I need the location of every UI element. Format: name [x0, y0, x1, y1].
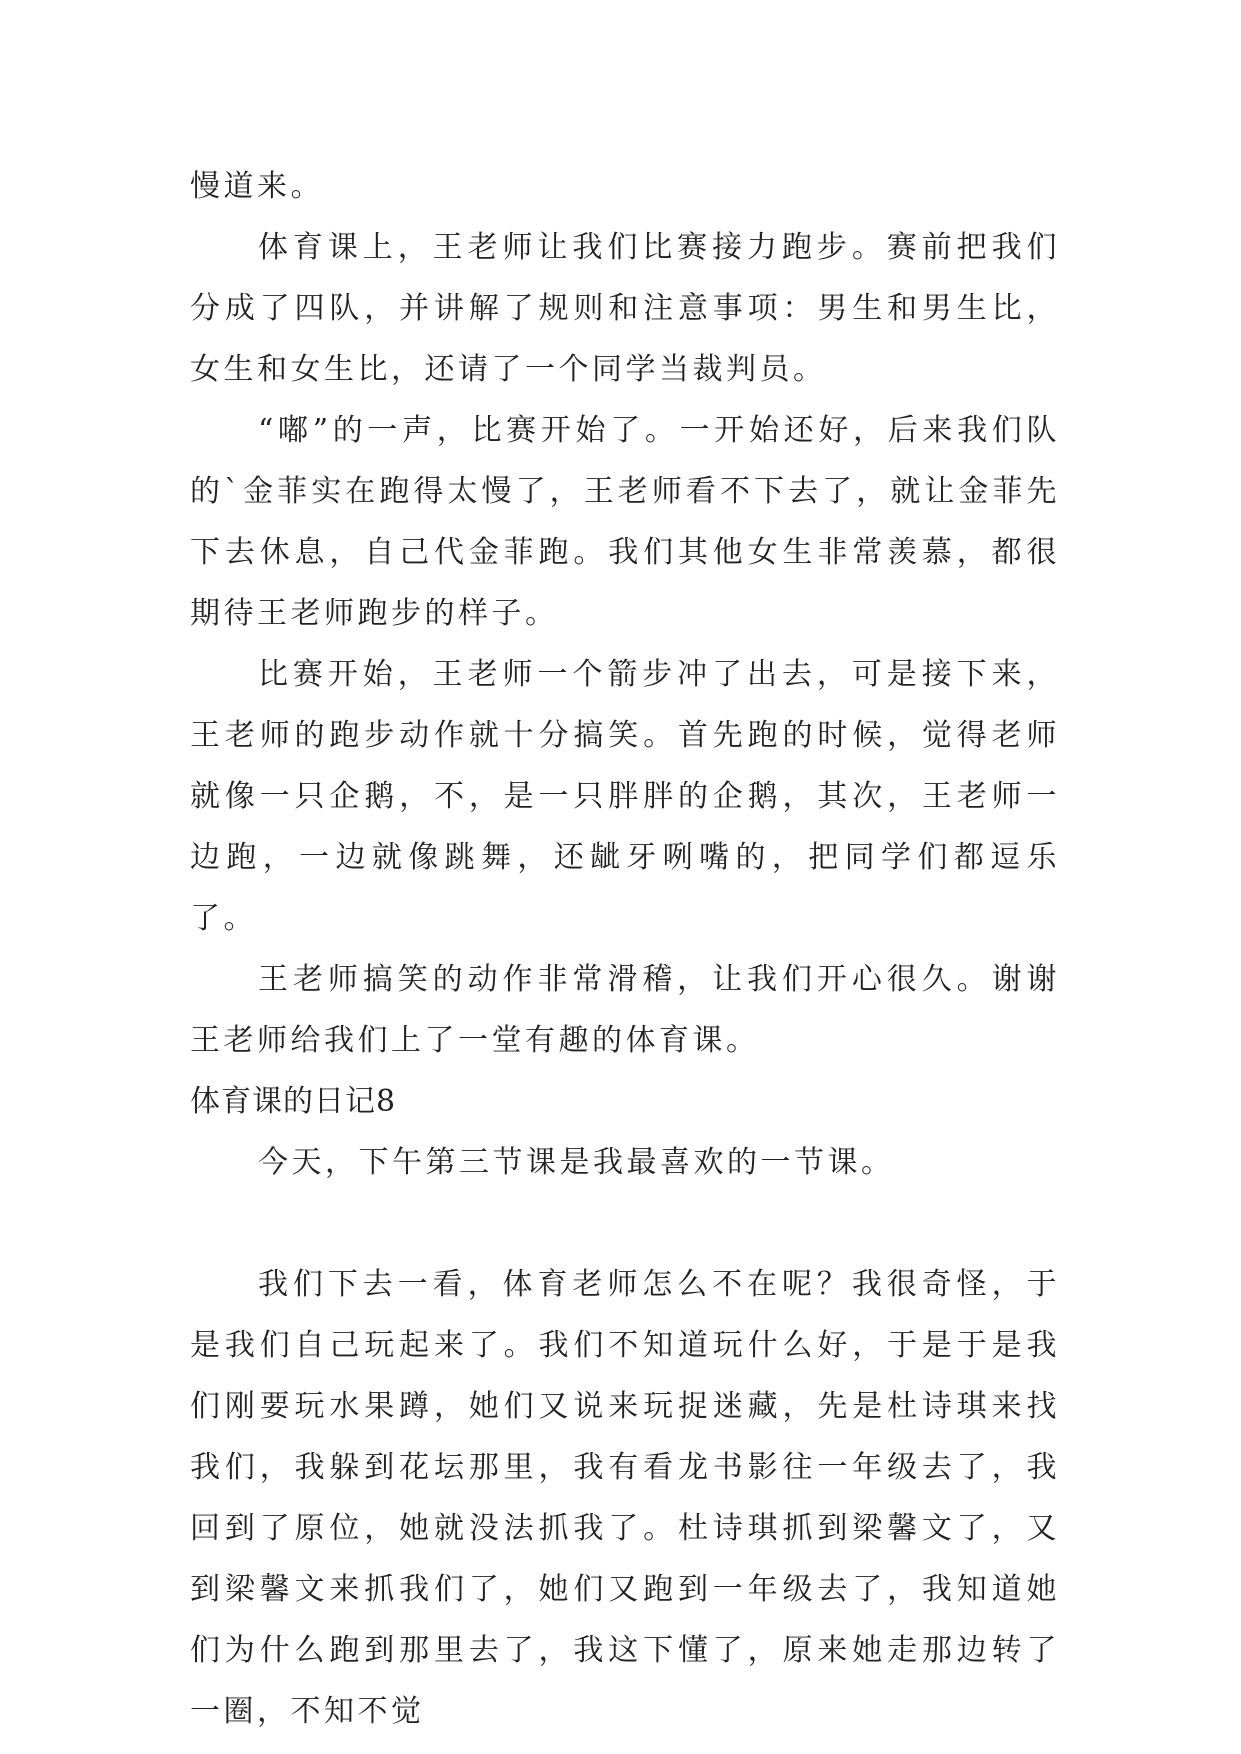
- paragraph-relay-race: 体育课上，王老师让我们比赛接力跑步。赛前把我们分成了四队，并讲解了规则和注意事项：男生和男生比，女生和女生比，还请了一个同学当裁判员。: [190, 230, 1060, 387]
- paragraph-teacher-running: 比赛开始，王老师一个箭步冲了出去，可是接下来，王老师的跑步动作就十分搞笑。首先跑的时候，觉得老师就像一只企鹅，不，是一只胖胖的企鹅，其次，王老师一边跑，一边就像跳舞，还龇牙咧嘴的，把同学们都逗乐了。: [190, 657, 1060, 936]
- paragraph-conclusion: 王老师搞笑的动作非常滑稽，让我们开心很久。谢谢王老师给我们上了一堂有趣的体育课。: [190, 962, 1060, 1058]
- blank-line: [190, 1193, 1060, 1254]
- section-heading: 体育课的日记8: [190, 1084, 397, 1119]
- paragraph-continuation: 慢道来。: [190, 169, 324, 204]
- paragraph-race-start: “嘟”的一声，比赛开始了。一开始还好，后来我们队的`金菲实在跑得太慢了，王老师看不下去了，就让金菲先下去休息，自己代金菲跑。我们其他女生非常羡慕，都很期待王老师跑步的样子。: [190, 413, 1060, 631]
- paragraph-intro: 今天，下午第三节课是我最喜欢的一节课。: [258, 1145, 895, 1180]
- document-body: [190, 156, 1060, 1742]
- paragraph-hide-and-seek: 我们下去一看，体育老师怎么不在呢？我很奇怪，于是我们自己玩起来了。我们不知道玩什么好，于是于是我们刚要玩水果蹲，她们又说来玩捉迷藏，先是杜诗琪来找我们，我躲到花坛那里，我有看龙书影往一年级去了，我回到了原位，她就没法抓我了。杜诗琪抓到梁馨文了，又到梁馨文来抓我们了，她们又跑到一年级去了，我知道她们为什么跑到那里去了，我这下懂了，原来她走那边转了一圈，不知不觉: [190, 1267, 1060, 1729]
